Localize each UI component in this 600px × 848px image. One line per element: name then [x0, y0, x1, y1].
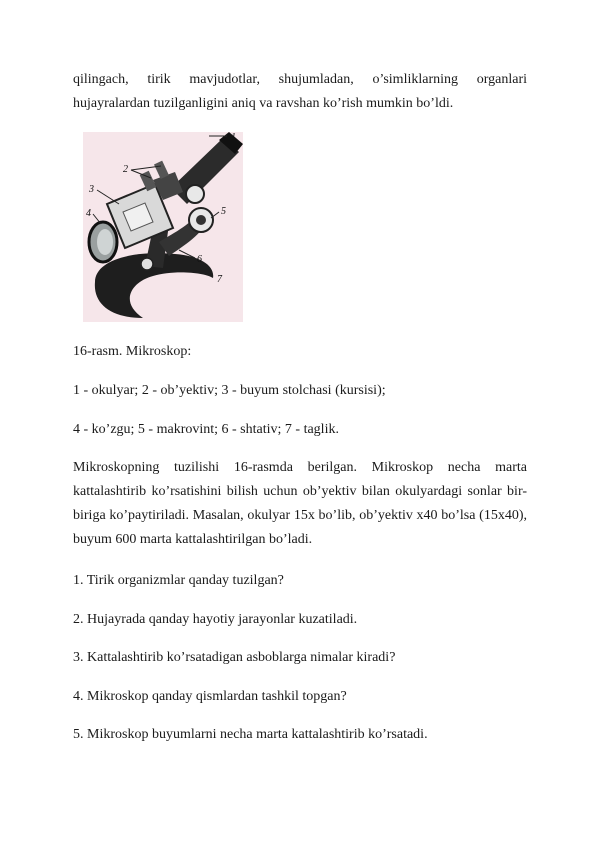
body-line: buyum 600 marta kattalashtirilgan bo’ladi.	[73, 532, 313, 547]
body-line: Mikroskopning tuzilishi 16-rasmda berilgan. Mikroskop necha marta	[73, 460, 527, 475]
intro-paragraph	[73, 68, 527, 116]
question-item: 2. Hujayrada qanday hayotiy jarayonlar kuzatiladi.	[73, 612, 358, 627]
body-paragraph	[73, 456, 527, 552]
intro-line: hujayralardan tuzilganligini aniq va ravshan ko’rish mumkin bo’ldi.	[73, 96, 454, 111]
figure-label-6: 6	[197, 254, 202, 265]
microscope-figure	[83, 132, 243, 322]
figure-label-2: 2	[123, 164, 128, 175]
figure-label-4: 4	[86, 208, 91, 219]
question-item: 4. Mikroskop qanday qismlardan tashkil topgan?	[73, 689, 347, 704]
question-item: 5. Mikroskop buyumlarni necha marta kattalashtirib ko’rsatadi.	[73, 727, 428, 742]
figure-label-1: 1	[231, 132, 236, 143]
question-item: 1. Tirik organizmlar qanday tuzilgan?	[73, 573, 284, 588]
body-line: biriga ko’paytiriladi. Masalan, okulyar 15x bo’lib, ob’yektiv x40 bo’lsa (15x40),	[73, 508, 527, 523]
figure-label-7: 7	[217, 274, 222, 285]
figure-label-3: 3	[89, 184, 94, 195]
intro-line: qilingach, tirik mavjudotlar, shujumladan, o’simliklarning organlari	[73, 72, 527, 87]
figure-legend-line: 4 - ko’zgu; 5 - makrovint; 6 - shtativ; 7 - taglik.	[73, 422, 339, 437]
body-line: kattalashtirib ko’rsatishini bilish uchun ob’yektiv bilan okulyardagi sonlar bir-	[73, 484, 527, 499]
figure-label-5: 5	[221, 206, 226, 217]
figure-caption-title: 16-rasm. Mikroskop:	[73, 344, 192, 359]
question-item: 3. Kattalashtirib ko’rsatadigan asboblarga nimalar kiradi?	[73, 650, 396, 665]
microscope-illustration	[83, 132, 243, 322]
figure-legend-line: 1 - okulyar; 2 - ob’yektiv; 3 - buyum stolchasi (kursisi);	[73, 383, 386, 398]
